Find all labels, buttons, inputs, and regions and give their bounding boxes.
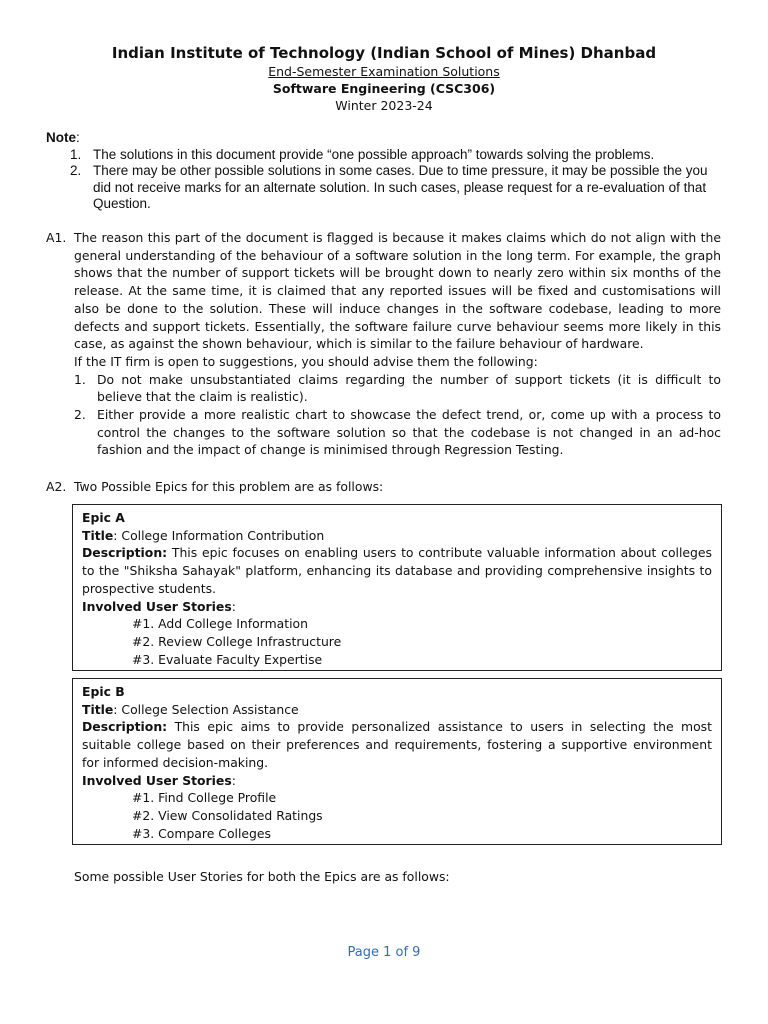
epic-a-box (72, 504, 722, 671)
user-stories-intro: Some possible User Stories for both the Epics are as follows: (74, 869, 450, 884)
advice-list (74, 371, 721, 460)
user-story: #3. Evaluate Faculty Expertise (132, 651, 323, 667)
title-label: Title (82, 527, 114, 543)
course-title: Software Engineering (CSC306) (272, 81, 496, 96)
document-header (0, 43, 768, 114)
stories-label: Involved User Stories (82, 598, 232, 614)
exam-title: End-Semester Examination Solutions (268, 64, 500, 79)
epic-name: Epic A (82, 510, 125, 525)
advice-line: If the IT firm is open to suggestions, you should advise them the following: (74, 353, 538, 369)
user-story: #1. Find College Profile (132, 790, 277, 806)
note-item-number: 1. (70, 146, 82, 162)
term-label: Winter 2023-24 (335, 98, 433, 113)
note-item (46, 163, 726, 213)
stories-colon: : (231, 772, 236, 788)
advice-item (74, 371, 721, 406)
epic-b-box (72, 678, 722, 845)
page-number: Page 1 of 9 (347, 945, 421, 960)
answer-intro: Two Possible Epics for this problem are as follows: (74, 479, 384, 494)
note-colon: : (76, 130, 80, 145)
answer-tag: A2. (46, 479, 67, 494)
note-item-text: The solutions in this document provide “one possible approach” towards solving the problems. (93, 146, 655, 162)
note-item-text: There may be other possible solutions in some cases. Due to time pressure, it may be possible the you did not receive marks for an alternate solution. In such cases, please request for a re-evaluation of that Question. (93, 163, 708, 211)
institute-title: Indian Institute of Technology (Indian School of Mines) Dhanbad (111, 44, 657, 62)
note-item-number: 2. (70, 163, 82, 178)
answer-paragraph: The reason this part of the document is flagged is because it makes claims which do not align with the general understanding of the behaviour of a software solution in the long term. For example, the graph shows that the number of support tickets will be brought down to nearly zero within six months of the release. At the same time, it is claimed that any reported issues will be fixed and customisations will also be done to the solution. These will induce changes in the software codebase, leading to more defects and support tickets. Essentially, the software failure curve behaviour seems more likely in this case, as against the shown behaviour, which is similar to the failure behaviour of hardware. (74, 230, 721, 352)
advice-item (74, 406, 721, 459)
advice-item-text: Do not make unsubstantiated claims regarding the number of support tickets (it is difficult to believe that the claim is realistic). (97, 371, 721, 405)
answer-a1 (46, 229, 721, 459)
user-story: #2. Review College Infrastructure (132, 633, 342, 649)
note-item (46, 147, 726, 164)
note-list (46, 147, 726, 213)
epic-title: College Information Contribution (121, 527, 325, 543)
note-section (46, 130, 726, 213)
user-story: #2. View Consolidated Ratings (132, 807, 323, 823)
epic-title: College Selection Assistance (121, 701, 299, 717)
advice-item-number: 1. (74, 371, 86, 387)
advice-item-text: Either provide a more realistic chart to showcase the defect trend, or, come up with a process to control the changes to the software solution so that the codebase is not changed in an ad-hoc fashion and the impact of change is minimised through Regression Testing. (97, 407, 721, 458)
title-colon: : (113, 701, 118, 717)
advice-item-number: 2. (74, 407, 86, 423)
epic-description: This epic aims to provide personalized assistance to users in selecting the most suitable college based on their preferences and requirements, fostering a supportive environment for informed decision-making. (82, 719, 712, 770)
note-label: Note (46, 130, 76, 145)
description-label: Description: (82, 545, 168, 561)
answer-tag: A1. (46, 230, 67, 245)
title-colon: : (113, 527, 118, 543)
stories-label: Involved User Stories (82, 772, 232, 788)
epic-name: Epic B (82, 684, 125, 699)
answer-a2 (46, 478, 721, 496)
user-story: #1. Add College Information (132, 616, 308, 632)
user-story: #3. Compare Colleges (132, 825, 271, 841)
epic-description: This epic focuses on enabling users to contribute valuable information about colleges to the "Shiksha Sahayak" platform, enhancing its database and providing comprehensive insights to prospective students. (82, 545, 712, 596)
title-label: Title (82, 701, 114, 717)
description-label: Description: (82, 719, 168, 735)
stories-colon: : (231, 598, 236, 614)
